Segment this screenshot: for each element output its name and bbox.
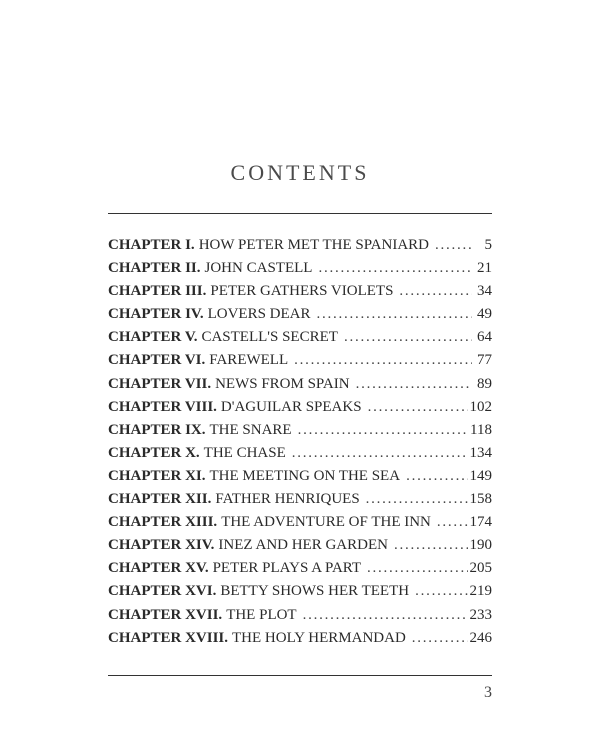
chapter-label: CHAPTER XVII. <box>108 606 223 623</box>
dot-leader <box>437 514 468 531</box>
chapter-title: NEWS FROM SPAIN <box>215 375 350 392</box>
toc-entry[interactable] <box>108 376 492 399</box>
toc-entry[interactable] <box>108 237 492 260</box>
chapter-page-number: 174 <box>469 514 492 531</box>
chapter-page-number: 77 <box>477 352 492 369</box>
chapter-page-number: 205 <box>469 560 492 577</box>
chapter-label: CHAPTER II. <box>108 260 201 277</box>
top-divider <box>108 213 492 214</box>
chapter-title: LOVERS DEAR <box>207 306 311 323</box>
chapter-page-number: 190 <box>469 537 492 554</box>
chapter-title: THE PLOT <box>226 606 297 623</box>
toc-entry[interactable] <box>108 537 492 560</box>
chapter-label: CHAPTER IX. <box>108 421 206 438</box>
chapter-page-number: 233 <box>469 606 492 623</box>
page-number: 3 <box>484 684 492 701</box>
chapter-title: BETTY SHOWS HER TEETH <box>220 583 410 600</box>
dot-leader <box>435 237 472 254</box>
chapter-title: PETER PLAYS A PART <box>212 560 362 577</box>
chapter-label: CHAPTER XIV. <box>108 537 215 554</box>
chapter-title: D'AGUILAR SPEAKS <box>220 398 362 415</box>
toc-entry[interactable] <box>108 329 492 352</box>
chapter-title: HOW PETER MET THE SPANIARD <box>198 237 429 253</box>
dot-leader <box>318 260 472 277</box>
chapter-label: CHAPTER XVIII. <box>108 629 229 646</box>
chapter-title: THE HOLY HERMANDAD <box>232 629 406 646</box>
toc-entry[interactable] <box>108 260 492 283</box>
chapter-title: FAREWELL <box>209 352 289 369</box>
toc-entry[interactable] <box>108 607 492 630</box>
dot-leader <box>298 422 468 439</box>
chapter-label: CHAPTER X. <box>108 444 200 461</box>
chapter-title: PETER GATHERS VIOLETS <box>210 283 394 300</box>
dot-leader <box>344 329 472 346</box>
toc-entry[interactable] <box>108 514 492 537</box>
chapter-page-number: 49 <box>477 306 492 323</box>
chapter-label: CHAPTER III. <box>108 283 207 300</box>
chapter-title: CASTELL'S SECRET <box>201 329 338 346</box>
dot-leader <box>317 306 473 323</box>
chapter-page-number: 89 <box>477 375 492 392</box>
toc-entry[interactable] <box>108 283 492 306</box>
toc-entry[interactable] <box>108 352 492 375</box>
dot-leader <box>415 583 467 600</box>
chapter-label: CHAPTER V. <box>108 329 198 346</box>
chapter-label: CHAPTER XV. <box>108 560 209 577</box>
dot-leader <box>399 283 472 300</box>
toc-entry[interactable] <box>108 468 492 491</box>
dot-leader <box>366 491 468 508</box>
dot-leader <box>368 399 468 416</box>
chapter-page-number: 34 <box>477 283 492 300</box>
toc-entry[interactable] <box>108 491 492 514</box>
table-of-contents <box>108 237 492 653</box>
chapter-title: INEZ AND HER GARDEN <box>218 537 388 554</box>
chapter-page-number: 102 <box>469 398 492 415</box>
chapter-label: CHAPTER XVI. <box>108 583 217 600</box>
chapter-title: THE SNARE <box>209 421 292 438</box>
chapter-page-number: 5 <box>484 237 492 253</box>
dot-leader <box>356 376 472 393</box>
dot-leader <box>292 445 468 462</box>
bottom-divider <box>108 675 492 676</box>
chapter-page-number: 134 <box>469 444 492 461</box>
toc-entry[interactable] <box>108 399 492 422</box>
toc-entry[interactable] <box>108 422 492 445</box>
chapter-page-number: 64 <box>477 329 492 346</box>
chapter-page-number: 158 <box>469 491 492 508</box>
chapter-title: FATHER HENRIQUES <box>215 491 360 508</box>
dot-leader <box>303 607 468 624</box>
chapter-label: CHAPTER VII. <box>108 375 212 392</box>
toc-entry[interactable] <box>108 583 492 606</box>
chapter-page-number: 21 <box>477 260 492 277</box>
chapter-title: THE ADVENTURE OF THE INN <box>221 514 431 531</box>
chapter-label: CHAPTER VIII. <box>108 398 217 415</box>
chapter-label: CHAPTER XII. <box>108 491 212 508</box>
dot-leader <box>367 560 467 577</box>
chapter-label: CHAPTER VI. <box>108 352 206 369</box>
chapter-title: THE CHASE <box>203 444 286 461</box>
toc-entry[interactable] <box>108 560 492 583</box>
chapter-page-number: 149 <box>469 467 492 484</box>
dot-leader <box>412 630 468 647</box>
chapter-label: CHAPTER I. <box>108 237 195 253</box>
chapter-title: THE MEETING ON THE SEA <box>209 467 401 484</box>
chapter-label: CHAPTER XIII. <box>108 514 218 531</box>
chapter-page-number: 219 <box>469 583 492 600</box>
toc-entry[interactable] <box>108 306 492 329</box>
toc-entry[interactable] <box>108 445 492 468</box>
chapter-page-number: 246 <box>469 629 492 646</box>
dot-leader <box>394 537 468 554</box>
toc-entry[interactable] <box>108 630 492 653</box>
chapter-label: CHAPTER XI. <box>108 467 206 484</box>
dot-leader <box>406 468 467 485</box>
dot-leader <box>294 352 472 369</box>
chapter-page-number: 118 <box>470 421 492 438</box>
chapter-label: CHAPTER IV. <box>108 306 204 323</box>
page-title: CONTENTS <box>230 160 370 185</box>
chapter-title: JOHN CASTELL <box>204 260 313 277</box>
